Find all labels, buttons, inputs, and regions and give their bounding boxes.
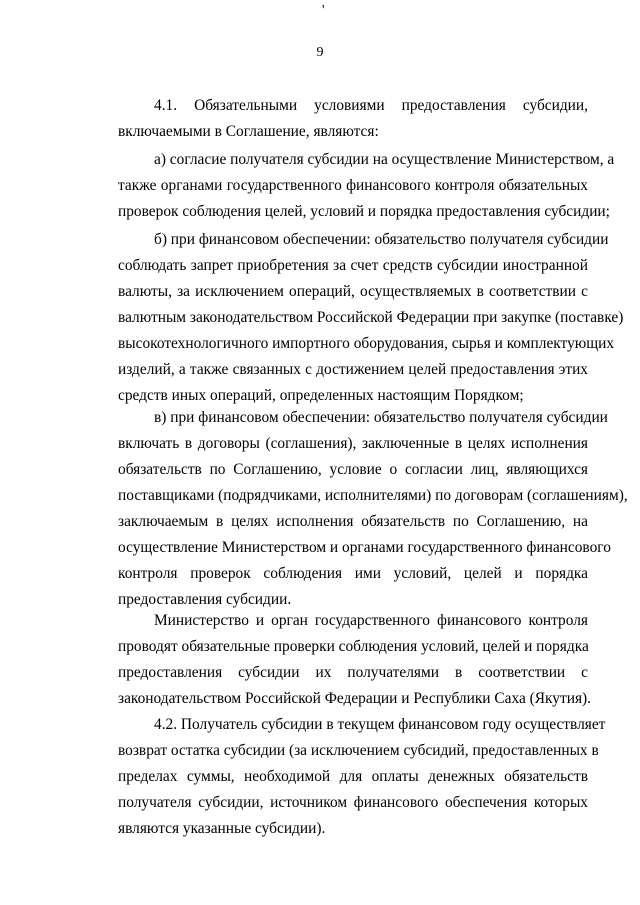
text-line: валюты, за исключением операций, осуществляемых в соответствии с [118,283,588,300]
text-line: включаемыми в Соглашение, являются: [118,123,379,140]
text-line: являются указанные субсидии). [118,820,326,837]
text-line: включать в договоры (соглашения), заключенные в целях исполнения [118,435,588,452]
text-line: изделий, а также связанных с достижением целей предоставления этих [118,361,588,378]
text-line: высокотехнологичного импортного оборудования, сырья и комплектующих [118,335,615,352]
text-line: а) согласие получателя субсидии на осуществление Министерством, а [154,151,615,168]
text-line: Министерство и орган государственного финансового контроля [154,612,588,629]
text-line: заключаемым в целях исполнения обязательств по Соглашению, на [118,513,588,530]
text-line: соблюдать запрет приобретения за счет средств субсидии иностранной [118,257,588,274]
text-line: в) при финансовом обеспечении: обязательство получателя субсидии [154,409,608,426]
text-line: предоставления субсидии. [118,591,292,608]
text-line: обязательств по Соглашению, условие о согласии лиц, являющихся [118,461,588,478]
text-line: валютным законодательством Российской Федерации при закупке (поставке) [118,309,624,326]
paragraph-v [118,405,628,613]
paragraph-a [118,147,615,225]
text-line: 4.1. Обязательными условиями предоставления субсидии, [154,97,588,114]
top-mark: ' [322,3,325,18]
paragraph-ministry [118,608,592,712]
text-line: предоставления субсидии их получателями в соответствии с [118,664,588,681]
paragraph-4-1 [118,93,588,145]
text-line: поставщиками (подрядчиками, исполнителями) по договорам (соглашениям), [118,487,628,504]
text-line: осуществление Министерством и органами государственного финансового [118,539,611,556]
text-line: пределах суммы, необходимой для оплаты денежных обязательств [118,768,588,785]
text-line: возврат остатка субсидии (за исключением субсидий, предоставленных в [118,742,599,759]
text-line: проводят обязательные проверки соблюдения условий, целей и порядка [118,638,589,655]
text-line: контроля проверок соблюдения ими условий, целей и порядка [118,565,588,582]
text-line: также органами государственного финансового контроля обязательных [118,177,588,194]
paragraph-4-2 [118,712,606,842]
text-line: проверок соблюдения целей, условий и порядка предоставления субсидии; [118,203,610,220]
paragraph-b [118,227,624,409]
text-line: средств иных операций, определенных настоящим Порядком; [118,387,524,404]
text-line: законодательством Российской Федерации и Республики Саха (Якутия). [118,690,592,707]
text-line: б) при финансовом обеспечении: обязательство получателя субсидии [154,231,609,248]
text-line: 4.2. Получатель субсидии в текущем финансовом году осуществляет [154,716,606,733]
page-number: 9 [316,45,324,60]
text-line: получателя субсидии, источником финансового обеспечения которых [118,794,588,811]
